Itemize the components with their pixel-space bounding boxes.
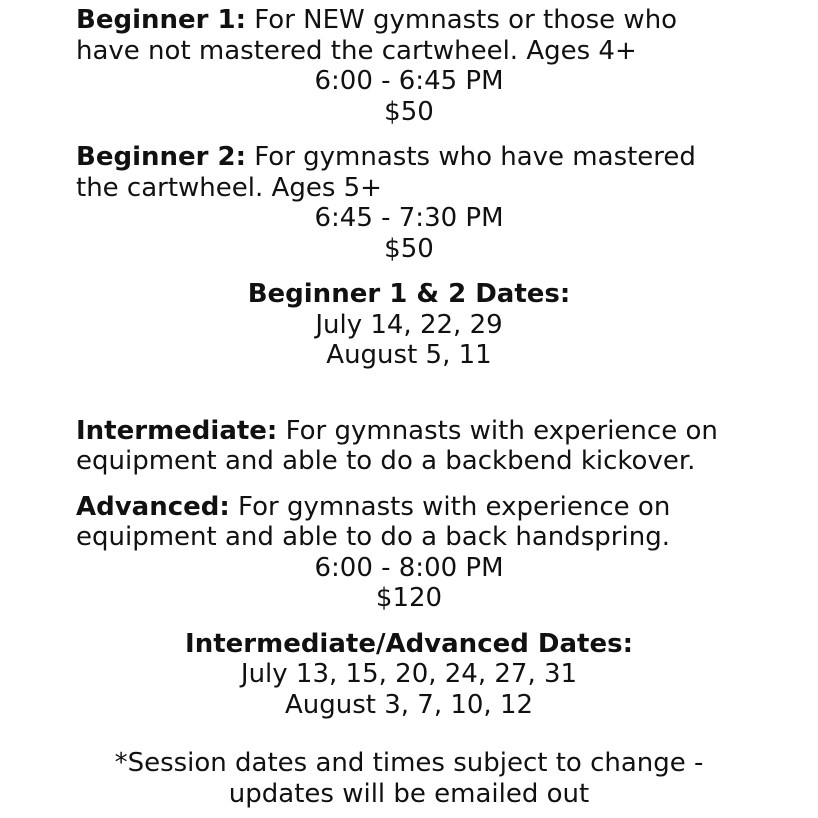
beginner2-label: Beginner 2:: [76, 142, 246, 172]
advanced-label: Advanced:: [76, 491, 230, 522]
advanced-text: For gymnasts with experience on equipment and able to do a back handspring.: [76, 491, 671, 552]
advanced-dates-july: July 13, 15, 20, 24, 27, 31: [240, 659, 578, 689]
class-schedule: [0, 5, 818, 809]
beginner2-time: 6:45 - 7:30 PM: [314, 203, 504, 233]
advanced-time: 6:00 - 8:00 PM: [314, 552, 504, 583]
intermediate-text: For gymnasts with experience on equipment and able to do a backbend kickover.: [76, 415, 718, 476]
advanced-dates-august: August 3, 7, 10, 12: [284, 689, 534, 720]
beginner1-time: 6:00 - 6:45 PM: [314, 66, 504, 96]
advanced-price: $120: [375, 583, 443, 613]
footnote: *Session dates and times subject to change - updates will be emailed out: [114, 748, 704, 809]
intermediate-description: [76, 416, 746, 477]
beginner-dates-august: August 5, 11: [326, 340, 492, 370]
beginner1-price: $50: [384, 96, 434, 127]
beginner-dates-july: July 14, 22, 29: [315, 309, 503, 340]
beginner2-text: For gymnasts who have mastered the cartwheel. Ages 5+: [76, 142, 696, 203]
beginner1-label: Beginner 1:: [76, 5, 246, 35]
intermediate-label: Intermediate:: [76, 415, 278, 446]
beginner-dates-heading: Beginner 1 & 2 Dates:: [247, 279, 571, 309]
beginner2-description: [76, 142, 746, 203]
beginner1-text: For NEW gymnasts or those who have not mastered the cartwheel. Ages 4+: [76, 5, 678, 66]
beginner2-price: $50: [384, 233, 434, 264]
beginner1-description: [76, 5, 746, 66]
advanced-dates-heading: Intermediate/Advanced Dates:: [185, 628, 633, 659]
advanced-description: [76, 492, 746, 553]
